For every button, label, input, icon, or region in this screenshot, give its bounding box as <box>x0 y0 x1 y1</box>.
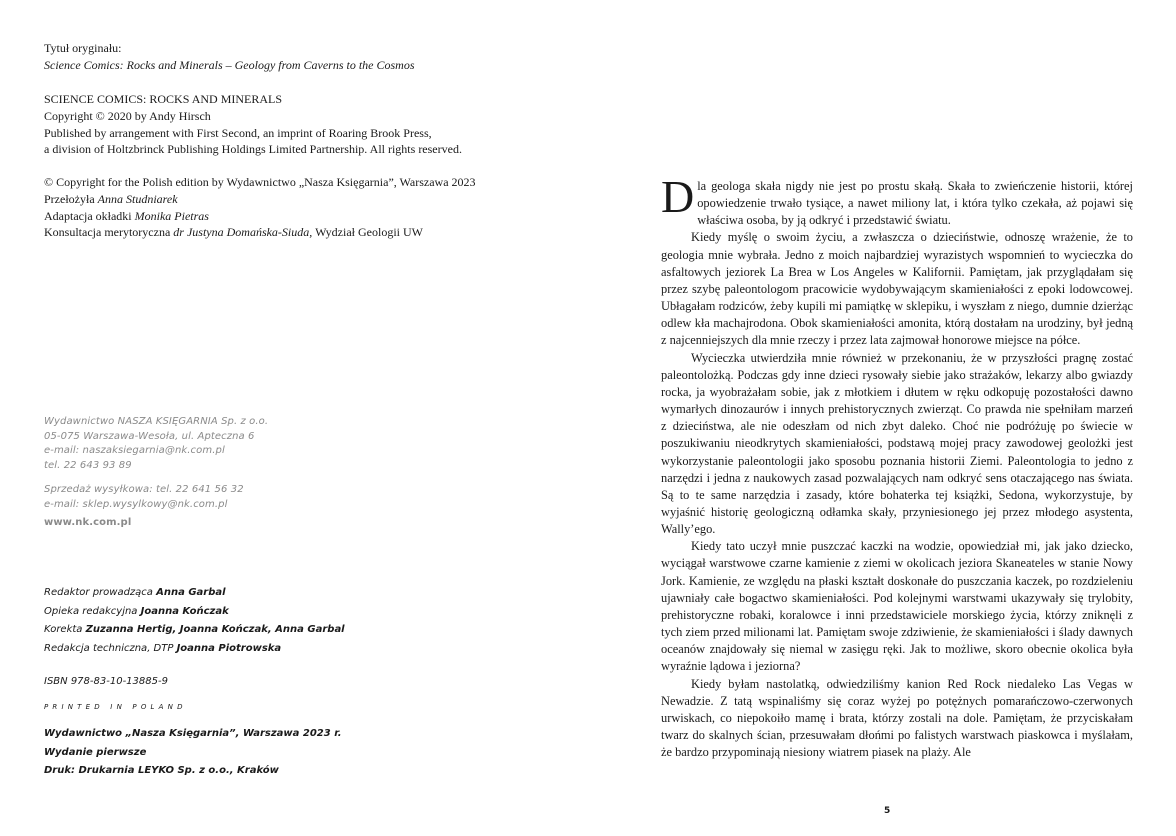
publisher-address: 05-075 Warszawa-Wesoła, ul. Apteczna 6 <box>44 430 255 442</box>
consult-line <box>44 224 564 241</box>
consult-label: Konsultacja merytoryczna <box>44 225 171 240</box>
cover-label: Adaptacja okładki <box>44 208 132 223</box>
rights-line: Published by arrangement with First Second, an imprint of Roaring Brook Press, <box>44 125 432 140</box>
credit-name: Joanna Kończak <box>140 605 229 617</box>
credit-name: Zuzanna Hertig, Joanna Kończak, Anna Garbal <box>85 624 345 636</box>
paragraph-text: la geologa skała nigdy nie jest po prostu skałą. Skała to zwieńczenie historii, której opowiedzenie trwało tysiące, a nawet miliony lat, i która tylko czekała, aż pojawi się właściwa osoba, by ją odkryć i przedstawić światu. <box>697 179 1133 228</box>
consult-name: dr Justyna Domańska-Siuda, <box>173 225 313 240</box>
editorial-credits <box>44 584 464 658</box>
isbn: ISBN 978-83-10-13885-9 <box>44 676 168 687</box>
mail-order-email: e-mail: sklep.wysylkowy@nk.com.pl <box>44 498 228 510</box>
credit-name: Anna Garbal <box>156 587 226 598</box>
credit-label: Redakcja techniczna, DTP <box>44 642 174 654</box>
drop-cap: D <box>661 171 695 222</box>
polish-edition-block <box>44 174 564 241</box>
credit-line <box>44 640 464 659</box>
edition-line: Druk: Drukarnia LEYKO Sp. z o.o., Kraków <box>44 765 279 777</box>
credit-label: Redaktor prowadząca <box>44 587 153 598</box>
edition-info <box>44 725 464 781</box>
publisher-info <box>44 415 424 531</box>
rights-line: a division of Holtzbrinck Publishing Holdings Limited Partnership. All rights reserved. <box>44 142 462 157</box>
credit-name: Joanna Piotrowska <box>176 642 282 654</box>
rights-block <box>44 91 564 158</box>
credit-label: Korekta <box>44 624 83 636</box>
publisher-tel: tel. 22 643 93 89 <box>44 459 132 471</box>
polish-copyright: © Copyright for the Polish edition by Wydawnictwo „Nasza Księgarnia”, Warszawa 2023 <box>44 175 476 189</box>
original-title-block <box>44 40 564 74</box>
rights-line: SCIENCE COMICS: ROCKS AND MINERALS <box>44 92 283 106</box>
cover-line <box>44 208 564 225</box>
mail-order-tel: Sprzedaż wysyłkowa: tel. 22 641 56 32 <box>44 484 244 495</box>
credit-line <box>44 584 464 603</box>
publisher-website: www.nk.com.pl <box>44 517 132 528</box>
credit-line <box>44 621 464 640</box>
printed-in: PRINTED IN POLAND <box>44 703 187 711</box>
body-text <box>661 171 1133 761</box>
paragraph: Wycieczka utwierdziła mnie również w przekonaniu, że w przyszłości pragnę zostać paleontolożką. Podczas gdy inne dzieci rysowały siebie jako strażaków, lekarzy albo gwiazdy rocka, ja wyobrażałam sobie, jak z młotkiem i dłutem w ręku odkopuję pozostałości dawno wymarłych dinozaurów i innych prehistorycznych zwierząt. Co prawda nie spełniłam marzeń z dzieciństwa, ale nie odeszłam od nich zbyt daleko. Choć nie podróżuję po świecie w poszukiwaniu nieodkrytych skamieniałości, podstawą mojej pracy zawodowej geolożki jest wykorzystanie paleontologii jako sposobu poznania historii Ziemi. Paleontologia to jedno z narzędzi i jedna z naukowych zasad pozwalających nam odkryć sens otaczającego nas świata. Są to te same narzędzia i zasady, które bohaterka tej książki, Sedona, wykorzystuje, by wyjaśnić historię geologiczną odłamka skały, przyniesionego jej przez młodego asystenta, Wally’ego. <box>661 350 1133 537</box>
edition-line: Wydanie pierwsze <box>44 746 147 758</box>
paragraph: Kiedy myślę o swoim życiu, a zwłaszcza o dzieciństwie, odnoszę wrażenie, że to geologia mnie wybrała. Jedno z moich najbardziej wyrazistych wspomnień to wycieczka do asfaltowych jeziorek La Brea w Los Angeles w Kalifornii. Pamiętam, jak przyglądałam się przez szybę paleontologom pracowicie wydobywającym skamieniałości z epoki lodowcowej. Ubłagałam rodziców, żeby kupili mi pamiątkę w sklepiku, i wyszłam z niego, dumnie dzierżąc odlew kła machajrodona. Obok skamieniałości amonita, którą dostałam na urodziny, był jedną z najcenniejszych dla mnie rzeczy i przez lata zajmował honorowe miejsce na półce. <box>661 230 1133 348</box>
publisher-name: Wydawnictwo NASZA KSIĘGARNIA Sp. z o.o. <box>44 416 269 427</box>
original-title: Science Comics: Rocks and Minerals – Geology from Caverns to the Cosmos <box>44 57 415 72</box>
credit-line <box>44 603 464 622</box>
text-page <box>588 0 1176 836</box>
rights-line: Copyright © 2020 by Andy Hirsch <box>44 108 211 123</box>
paragraph: Kiedy byłam nastolatką, odwiedziliśmy kanion Red Rock niedaleko Las Vegas w Newadzie. Z tatą wspinaliśmy się coraz wyżej po potężnych pomarańczowo-czerwonych urwiskach, co niepokoiło mamę i brata, którzy zostali na dole. Pamiętam, że przyciskałam twarz do skalnych ścian, przesuwałam dłońmi po falistych warstwach piaskowca i myślałam, że bardzo przypominają niesiony wiatrem piasek na plaży. Ale <box>661 676 1133 760</box>
paragraph <box>661 171 1133 229</box>
translator-name: Anna Studniarek <box>97 191 178 206</box>
paragraph: Kiedy tato uczył mnie puszczać kaczki na wodzie, opowiedział mi, jak jako dziecko, wyciągał warstwowe czarne kamienie z ziemi w okolicach jeziora Skaneateles w stanie Nowy Jork. Kamienie, ze względu na płaski kształt doskonałe do puszczania kaczek, po rozdzieleniu ujawniały całe bogactwo skamieniałości. Pod kolejnymi warstwami ukazywały się trylobity, prehistoryczne robaki, koralowce i inni przedstawiciele morskiego życia, którzy zniknęli z tych ziem przed milionami lat. Pamiętam swoje zdziwienie, że skamieniałości i ślady dawnych oceanów znajdowały się niemal w zasięgu ręki. Jak to możliwe, skoro obecnie okolica była wyraźnie lądowa i jeziorna? <box>661 539 1133 674</box>
translator-line <box>44 191 564 208</box>
cover-name: Monika Pietras <box>134 208 209 223</box>
publisher-email: e-mail: naszaksiegarnia@nk.com.pl <box>44 445 225 456</box>
credit-label: Opieka redakcyjna <box>44 605 138 617</box>
original-title-label: Tytuł oryginału: <box>44 41 122 55</box>
page-number: 5 <box>884 806 891 816</box>
consult-affiliation: Wydział Geologii UW <box>315 225 423 240</box>
translator-label: Przełożyła <box>44 191 95 206</box>
edition-line: Wydawnictwo „Nasza Księgarnia”, Warszawa 2023 r. <box>44 728 342 739</box>
